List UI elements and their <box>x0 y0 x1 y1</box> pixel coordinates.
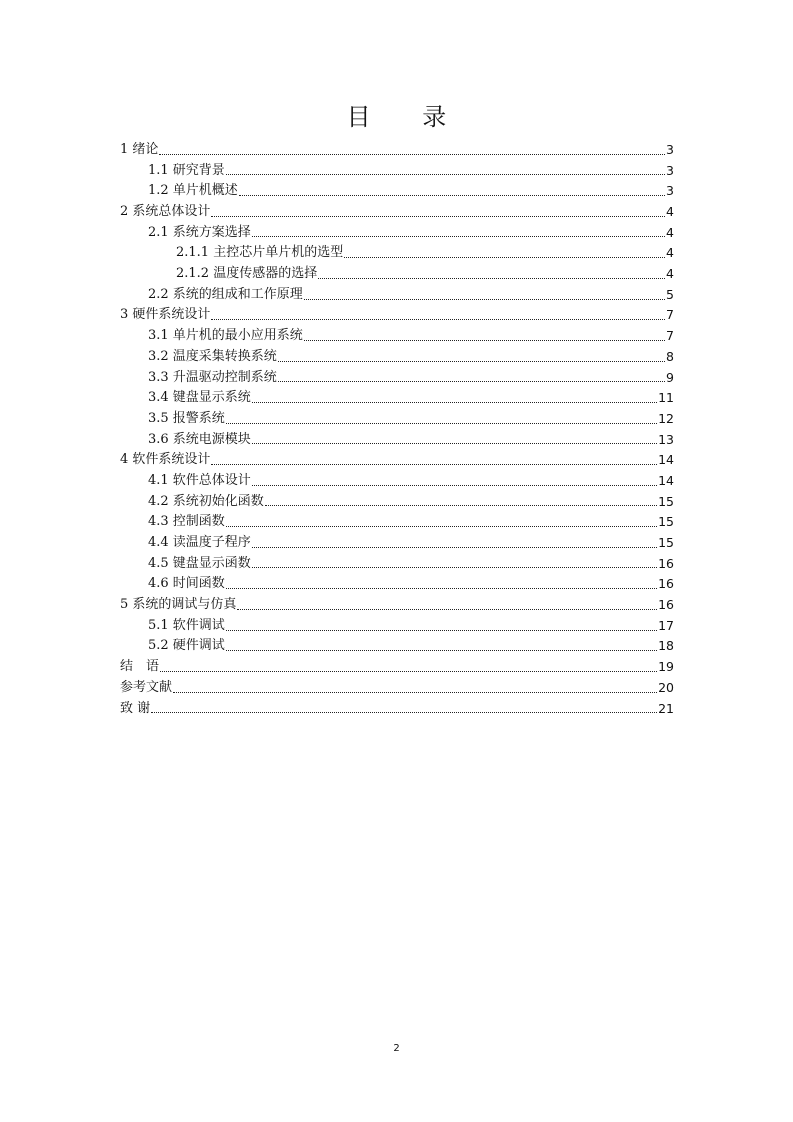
toc-dot-leader <box>151 712 657 713</box>
toc-entry-label: 4.1 软件总体设计 <box>148 472 251 488</box>
toc-entry-page: 16 <box>658 576 674 592</box>
toc-dot-leader <box>237 609 657 610</box>
toc-entry-page: 16 <box>658 597 674 613</box>
toc-entry-page: 15 <box>658 493 674 509</box>
toc-dot-leader <box>252 485 657 486</box>
toc-entry[interactable] <box>120 512 674 533</box>
toc-entry-label: 5.2 硬件调试 <box>148 638 225 654</box>
toc-entry[interactable] <box>120 450 674 471</box>
toc-entry[interactable] <box>120 243 674 264</box>
toc-entry[interactable] <box>120 533 674 554</box>
toc-entry-page: 11 <box>658 390 674 406</box>
toc-entry[interactable] <box>120 616 674 637</box>
toc-dot-leader <box>344 257 665 258</box>
toc-entry[interactable] <box>120 492 674 513</box>
toc-entry-page: 15 <box>658 514 674 530</box>
toc-entry-page: 12 <box>658 410 674 426</box>
toc-entry[interactable] <box>120 140 674 161</box>
toc-entry-label: 4.6 时间函数 <box>148 576 225 592</box>
toc-entry-label: 3.4 键盘显示系统 <box>148 390 251 406</box>
toc-entry-label: 4.2 系统初始化函数 <box>148 493 264 509</box>
toc-entry-page: 15 <box>658 535 674 551</box>
toc-entry[interactable] <box>120 409 674 430</box>
toc-entry[interactable] <box>120 554 674 575</box>
toc-entry-page: 4 <box>666 224 674 240</box>
toc-entry-label: 3.6 系统电源模块 <box>148 431 251 447</box>
toc-entry-label: 1 绪论 <box>120 141 159 157</box>
toc-entry[interactable] <box>120 368 674 389</box>
toc-entry-label: 结 语 <box>120 659 160 675</box>
toc-dot-leader <box>278 361 665 362</box>
toc-entry[interactable] <box>120 699 674 720</box>
toc-entry-page: 3 <box>666 141 674 157</box>
toc-entry-page: 5 <box>666 286 674 302</box>
toc-entry[interactable] <box>120 637 674 658</box>
toc-entry[interactable] <box>120 285 674 306</box>
toc-dot-leader <box>304 299 665 300</box>
toc-entry-page: 14 <box>658 472 674 488</box>
toc-entry[interactable] <box>120 202 674 223</box>
toc-entry[interactable] <box>120 326 674 347</box>
toc-dot-leader <box>278 381 665 382</box>
toc-entry-page: 7 <box>666 328 674 344</box>
toc-entry-page: 16 <box>658 555 674 571</box>
toc-entry-label: 5 系统的调试与仿真 <box>120 597 237 613</box>
toc-dot-leader <box>239 195 665 196</box>
toc-dot-leader <box>252 236 665 237</box>
toc-dot-leader <box>318 278 665 279</box>
toc-entry-label: 3.3 升温驱动控制系统 <box>148 369 277 385</box>
toc-entry[interactable] <box>120 181 674 202</box>
toc-entry[interactable] <box>120 388 674 409</box>
toc-entry-page: 3 <box>666 162 674 178</box>
toc-dot-leader <box>211 464 657 465</box>
toc-dot-leader <box>226 174 665 175</box>
toc-entry[interactable] <box>120 347 674 368</box>
toc-entry-label: 4.5 键盘显示函数 <box>148 555 251 571</box>
toc-entry[interactable] <box>120 223 674 244</box>
toc-dot-leader <box>211 319 665 320</box>
toc-entry-page: 20 <box>658 679 674 695</box>
toc-entry[interactable] <box>120 595 674 616</box>
page-number: 2 <box>393 1043 400 1054</box>
toc-entry-label: 4.4 读温度子程序 <box>148 535 251 551</box>
toc-entry-page: 14 <box>658 452 674 468</box>
toc-entry-label: 3.5 报警系统 <box>148 410 225 426</box>
toc-entry-label: 2.2 系统的组成和工作原理 <box>148 286 303 302</box>
toc-entry-page: 8 <box>666 348 674 364</box>
toc-entry[interactable] <box>120 306 674 327</box>
toc-dot-leader <box>226 630 657 631</box>
toc-entry-page: 3 <box>666 183 674 199</box>
toc-dot-leader <box>173 692 657 693</box>
toc-dot-leader <box>226 526 657 527</box>
toc-dot-leader <box>226 650 657 651</box>
toc-entry-page: 7 <box>666 307 674 323</box>
toc-entry-page: 9 <box>666 369 674 385</box>
toc-entry-page: 4 <box>666 266 674 282</box>
toc-entry-page: 13 <box>658 431 674 447</box>
toc-dot-leader <box>252 567 657 568</box>
toc-entry-label: 2 系统总体设计 <box>120 204 211 220</box>
toc-dot-leader <box>160 671 657 672</box>
toc-dot-leader <box>159 154 665 155</box>
toc-entry[interactable] <box>120 657 674 678</box>
toc-entry-label: 2.1 系统方案选择 <box>148 224 251 240</box>
toc-entry-label: 2.1.1 主控芯片单片机的选型 <box>176 245 344 261</box>
toc-title: 目 录 <box>346 103 469 131</box>
toc-entry-label: 5.1 软件调试 <box>148 617 225 633</box>
toc-entry-label: 4 软件系统设计 <box>120 452 211 468</box>
toc-dot-leader <box>252 443 657 444</box>
toc-entry-label: 1.1 研究背景 <box>148 162 225 178</box>
toc-dot-leader <box>252 402 657 403</box>
toc-entry-label: 3.1 单片机的最小应用系统 <box>148 328 303 344</box>
toc-entry-page: 4 <box>666 245 674 261</box>
toc-entry-label: 致 谢 <box>120 700 151 716</box>
toc-dot-leader <box>304 340 665 341</box>
toc-dot-leader <box>211 216 665 217</box>
toc-entry-label: 2.1.2 温度传感器的选择 <box>176 266 318 282</box>
toc-entry[interactable] <box>120 471 674 492</box>
toc-entry-label: 4.3 控制函数 <box>148 514 225 530</box>
toc-entry-label: 1.2 单片机概述 <box>148 183 238 199</box>
toc-entry-page: 4 <box>666 204 674 220</box>
toc-dot-leader <box>252 547 657 548</box>
table-of-contents <box>120 140 674 719</box>
toc-entry-page: 19 <box>658 659 674 675</box>
toc-entry-label: 参考文献 <box>120 679 173 695</box>
toc-entry[interactable] <box>120 678 674 699</box>
toc-entry-label: 3 硬件系统设计 <box>120 307 211 323</box>
toc-entry[interactable] <box>120 430 674 451</box>
toc-entry[interactable] <box>120 161 674 182</box>
toc-entry-page: 17 <box>658 617 674 633</box>
toc-entry[interactable] <box>120 264 674 285</box>
toc-dot-leader <box>226 588 657 589</box>
toc-entry-page: 18 <box>658 638 674 654</box>
toc-dot-leader <box>226 423 657 424</box>
toc-dot-leader <box>265 505 657 506</box>
toc-entry-label: 3.2 温度采集转换系统 <box>148 348 277 364</box>
toc-entry[interactable] <box>120 574 674 595</box>
toc-entry-page: 21 <box>658 700 674 716</box>
